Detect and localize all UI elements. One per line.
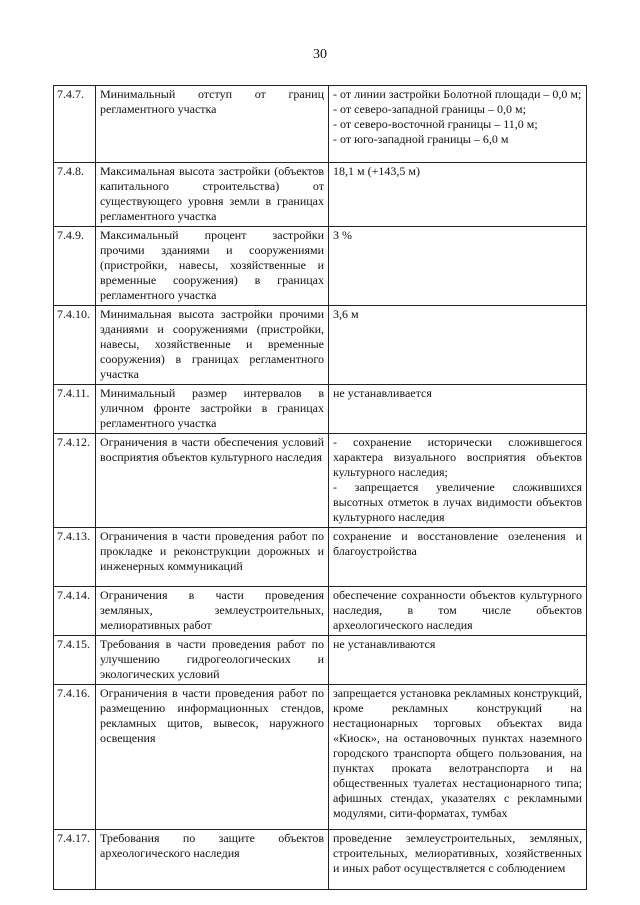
row-number: 7.4.14.	[54, 587, 96, 636]
table-row	[54, 227, 587, 306]
value-line: - от линии застройки Болотной площади – 0,0 м;	[333, 87, 582, 101]
table-row	[54, 385, 587, 434]
parameter-name: Минимальный размер интервалов в уличном фронте застройки в границах регламентного участка	[96, 385, 329, 434]
table-row	[54, 685, 587, 830]
page-number: 30	[313, 47, 327, 62]
table-row	[54, 163, 587, 227]
value-line: - от северо-восточной границы – 11,0 м;	[333, 117, 538, 131]
value-line: - сохранение исторически сложившегося характера визуального восприятия объектов культурного наследия;	[333, 435, 582, 479]
row-number: 7.4.17.	[54, 830, 96, 890]
parameter-name: Ограничения в части проведения работ по размещению информационных стендов, рекламных щитов, вывесок, наружного освещения	[96, 685, 329, 830]
row-number: 7.4.13.	[54, 528, 96, 587]
parameter-value	[329, 227, 587, 306]
parameter-value	[329, 434, 587, 528]
value-line: проведение землеустроительных, земляных, строительных, мелиоративных, хозяйственных и иных работ осуществляется с соблюдением	[333, 831, 582, 875]
value-line: обеспечение сохранности объектов культурного наследия, в том числе объектов археологического наследия	[333, 588, 582, 632]
table-row	[54, 587, 587, 636]
parameter-name: Минимальный отступ от границ регламентного участка	[96, 86, 329, 163]
table-row	[54, 830, 587, 890]
parameter-name: Максимальный процент застройки прочими зданиями и сооружениями (пристройки, навесы, хозяйственные и временные сооружения) в границах регламентного участка	[96, 227, 329, 306]
parameter-value	[329, 636, 587, 685]
parameter-value	[329, 306, 587, 385]
value-line: - запрещается увеличение сложившихся высотных отметок в лучах видимости объектов культурного наследия	[333, 480, 582, 524]
parameter-name: Минимальная высота застройки прочими зданиями и сооружениями (пристройки, навесы, хозяйственные и временные сооружения) в границах регламентного участка	[96, 306, 329, 385]
parameter-value	[329, 587, 587, 636]
value-line: 3 %	[333, 228, 352, 242]
value-line: - от юго-западной границы – 6,0 м	[333, 132, 509, 146]
parameter-value	[329, 163, 587, 227]
row-number: 7.4.9.	[54, 227, 96, 306]
regulation-table	[53, 85, 587, 890]
row-number: 7.4.8.	[54, 163, 96, 227]
value-line: не устанавливаются	[333, 637, 436, 651]
value-line: - от северо-западной границы – 0,0 м;	[333, 102, 526, 116]
row-number: 7.4.7.	[54, 86, 96, 163]
parameter-name: Ограничения в части проведения работ по прокладке и реконструкции дорожных и инженерных коммуникаций	[96, 528, 329, 587]
parameter-name: Требования по защите объектов археологического наследия	[96, 830, 329, 890]
row-number: 7.4.15.	[54, 636, 96, 685]
table-row	[54, 528, 587, 587]
parameter-name: Максимальная высота застройки (объектов капитального строительства) от существующего уровня земли в границах регламентного участка	[96, 163, 329, 227]
parameter-value	[329, 86, 587, 163]
value-line: запрещается установка рекламных конструкций, кроме рекламных конструкций на нестационарных торговых объектах вида «Киоск», на остановочных пунктах наземного городского транспорта общего пользования, на пунктах проката велотранспорта и на общественных туалетах нестационарного типа; афишных стендах, указателях с рекламными модулями, сити-форматах, тумбах	[333, 686, 582, 820]
parameter-value	[329, 528, 587, 587]
parameter-name: Ограничения в части обеспечения условий восприятия объектов культурного наследия	[96, 434, 329, 528]
parameter-name: Ограничения в части проведения земляных, землеустроительных, мелиоративных работ	[96, 587, 329, 636]
table-row	[54, 86, 587, 163]
parameter-value	[329, 685, 587, 830]
value-line: 3,6 м	[333, 307, 359, 321]
value-line: не устанавливается	[333, 386, 432, 400]
parameter-value	[329, 830, 587, 890]
regulation-table-body	[54, 86, 587, 890]
row-number: 7.4.10.	[54, 306, 96, 385]
parameter-value	[329, 385, 587, 434]
row-number: 7.4.12.	[54, 434, 96, 528]
value-line: сохранение и восстановление озеленения и благоустройства	[333, 529, 582, 558]
value-line: 18,1 м (+143,5 м)	[333, 164, 420, 178]
table-row	[54, 306, 587, 385]
table-row	[54, 434, 587, 528]
row-number: 7.4.11.	[54, 385, 96, 434]
parameter-name: Требования в части проведения работ по улучшению гидрогеологических и экологических условий	[96, 636, 329, 685]
table-row	[54, 636, 587, 685]
row-number: 7.4.16.	[54, 685, 96, 830]
